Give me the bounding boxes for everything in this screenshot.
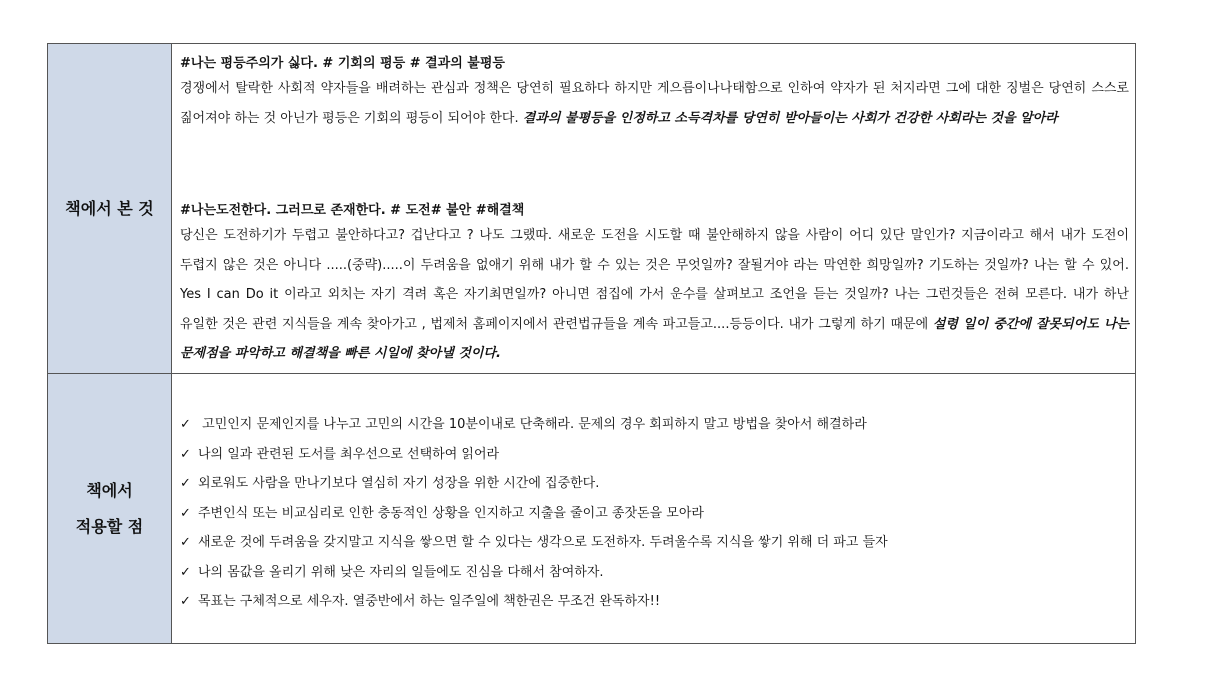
note-emphasis-equality: 결과의 불평등을 인정하고 소득격차를 당연히 받아들이는 사회가 건강한 사회라는 것을 알아라 (522, 110, 1058, 126)
checkmark-icon: ✓ (180, 505, 191, 521)
checklist-item-text: 나의 일과 관련된 도서를 최우선으로 선택하여 읽어라 (198, 446, 500, 462)
checklist-item (180, 440, 1129, 470)
row-label-apply-line1: 책에서 (86, 480, 133, 500)
checkmark-icon: ✓ (180, 417, 191, 432)
reading-notes-table (47, 43, 1136, 644)
apply-checklist (180, 410, 1129, 617)
row-label-seen (48, 44, 172, 373)
note-block-challenge (180, 200, 1129, 369)
checkmark-icon: ✓ (180, 446, 191, 462)
note-heading-challenge: #나는도전한다. 그러므로 존재한다. # 도전# 불안 #해결책 (180, 203, 525, 218)
checklist-item (180, 410, 1129, 440)
note-block-equality (180, 53, 1129, 133)
checklist-item-text: 주변인식 또는 비교심리로 인한 충동적인 상황을 인지하고 지출을 줄이고 종잣돈을 모아라 (198, 505, 704, 521)
row-content-seen (172, 44, 1135, 373)
checklist-item (180, 469, 1129, 499)
checklist-item (180, 587, 1129, 617)
checklist-item-text: 고민인지 문제인지를 나누고 고민의 시간을 10분이내로 단축해라. 문제의 경우 회피하지 말고 방법을 찾아서 해결하라 (198, 417, 867, 432)
row-label-apply (48, 374, 172, 643)
checklist-item-text: 목표는 구체적으로 세우자. 열중반에서 하는 일주일에 책한권은 무조건 완독하자!! (198, 594, 661, 609)
checkmark-icon: ✓ (180, 535, 191, 550)
checklist-item-text: 새로운 것에 두려움을 갖지말고 지식을 쌓으면 할 수 있다는 생각으로 도전하자. 두려울수록 지식을 쌓기 위해 더 파고 들자 (198, 535, 888, 550)
checklist-item (180, 528, 1129, 558)
note-emphasis-challenge: 설령 일이 중간에 잘못되어도 나는 문제점을 파악하고 해결책을 빠른 시일에 찾아낼 것이다. (180, 316, 1129, 361)
checkmark-icon: ✓ (180, 476, 191, 491)
checklist-item (180, 558, 1129, 588)
note-body-challenge (180, 221, 1129, 369)
note-text-equality: 경쟁에서 탈락한 사회적 약자들을 배려하는 관심과 정책은 당연히 필요하다 하지만 게으름이나나태함으로 인하여 약자가 된 처지라면 그에 대한 징벌은 당연히 스스로 짊어져야 하는 것 아닌가 평등은 기회의 평등이 되어야 한다. (180, 81, 1129, 126)
checklist-item-text: 나의 몸값을 올리기 위해 낮은 자리의 일들에도 진심을 다해서 참여하자. (198, 564, 604, 580)
note-text-challenge: 당신은 도전하기가 두렵고 불안하다고? 겁난다고 ? 나도 그랬따. 새로운 도전을 시도할 때 불안해하지 않을 사람이 어디 있단 말인가? 지금이라고 해서 내가 도전이 두렵지 않은 것은 아니다 .....(중략).....이 두려움을 없애기 위해 내가 할 수 있는 것은 무엇일까? 잘될거야 라는 막연한 희망일까? 기도하는 것일까? 나는 할 수 있어. Yes I can Do it 이라고 외치는 자기 격려 혹은 자기최면일까? 아니면 점집에 가서 운수를 살펴보고 조언을 듣는 것일까? 나는 그런것들은 전혀 모른다. 내가 하난 유일한 것은 관련 지식들을 계속 찾아가고 , 법제처 홈페이지에서 관련법규들을 계속 파고들고....등등이다. 내가 그렇게 하기 때문에 (180, 228, 1129, 332)
row-apply-from-book (48, 374, 1135, 643)
checklist-item (180, 499, 1129, 529)
checklist-item-text: 외로워도 사람을 만나기보다 열심히 자기 성장을 위한 시간에 집중한다. (198, 476, 600, 491)
row-label-seen-text: 책에서 본 것 (65, 198, 154, 218)
row-label-apply-line2: 적용할 점 (75, 516, 144, 536)
note-heading-equality: #나는 평등주의가 싫다. # 기회의 평등 # 결과의 불평등 (180, 56, 505, 71)
checkmark-icon: ✓ (180, 564, 191, 580)
row-content-apply (172, 374, 1135, 643)
row-seen-in-book (48, 44, 1135, 374)
note-body-equality (180, 74, 1129, 133)
checkmark-icon: ✓ (180, 594, 191, 609)
